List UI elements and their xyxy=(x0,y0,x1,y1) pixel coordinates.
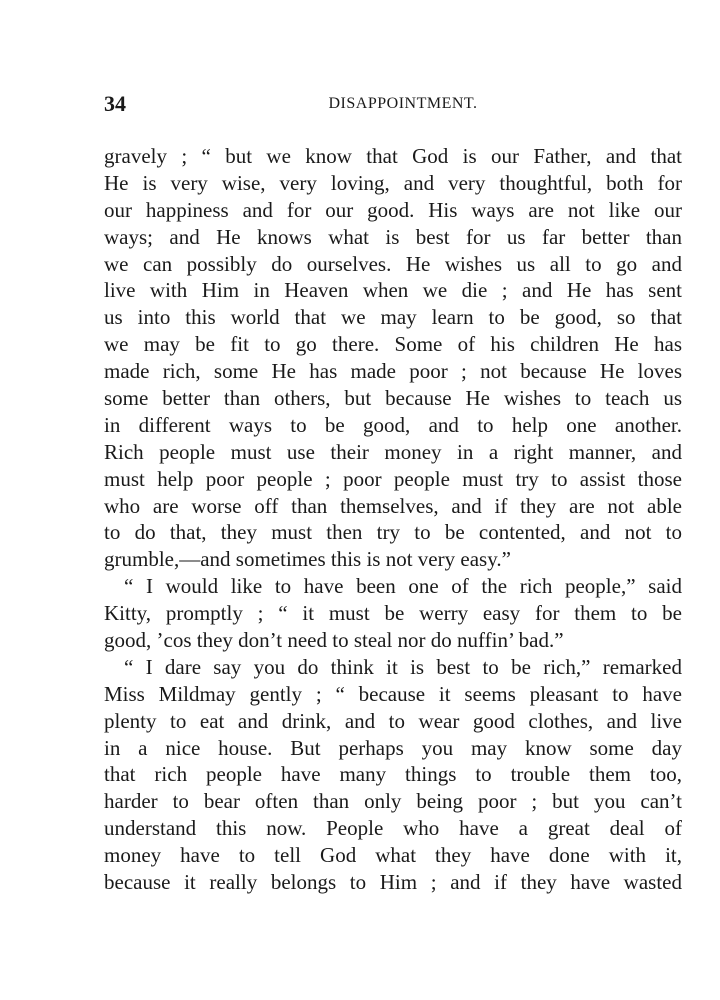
text-line-23: in a nice house. But perhaps you may know some day xyxy=(104,735,682,760)
text-line-14: who are worse off than themselves, and if they are not able xyxy=(104,493,682,518)
text-line-12: Rich people must use their money in a right manner, and xyxy=(104,439,682,464)
text-line-13: must help poor people ; poor people must try to assist those xyxy=(104,466,682,491)
text-line-5: we can possibly do ourselves. He wishes us all to go and xyxy=(104,251,682,276)
text-line-20: “ I dare say you do think it is best to be rich,” remarked xyxy=(124,654,682,679)
page-number: 34 xyxy=(104,91,126,116)
body-text xyxy=(104,143,682,896)
text-line-3: our happiness and for our good. His ways are not like our xyxy=(104,197,682,222)
text-line-2: He is very wise, very loving, and very thoughtful, both for xyxy=(104,170,682,195)
text-line-26: understand this now. People who have a great deal of xyxy=(104,816,682,841)
text-line-4: ways; and He knows what is best for us far better than xyxy=(104,224,682,249)
text-line-18: Kitty, promptly ; “ it must be werry easy for them to be xyxy=(104,601,682,626)
running-head: DISAPPOINTMENT. xyxy=(328,95,478,112)
text-line-24: that rich people have many things to trouble them too, xyxy=(104,762,682,787)
text-line-8: we may be fit to go there. Some of his children He has xyxy=(104,332,682,357)
text-line-16: grumble,—and sometimes this is not very easy.” xyxy=(104,547,511,572)
text-line-27: money have to tell God what they have done with it, xyxy=(104,843,682,868)
text-line-19: good, ’cos they don’t need to steal nor do nuffin’ bad.” xyxy=(104,628,564,653)
text-line-21: Miss Mildmay gently ; “ because it seems pleasant to have xyxy=(104,681,682,706)
text-line-17: “ I would like to have been one of the rich people,” said xyxy=(124,574,682,599)
text-line-6: live with Him in Heaven when we die ; and He has sent xyxy=(104,278,682,303)
text-line-15: to do that, they must then try to be contented, and not to xyxy=(104,520,682,545)
text-line-7: us into this world that we may learn to be good, so that xyxy=(104,305,682,330)
text-line-9: made rich, some He has made poor ; not because He loves xyxy=(104,359,682,384)
text-line-10: some better than others, but because He wishes to teach us xyxy=(104,386,682,411)
page-header xyxy=(104,90,682,118)
text-line-28: because it really belongs to Him ; and if they have wasted xyxy=(104,870,682,895)
text-line-11: in different ways to be good, and to help one another. xyxy=(104,412,682,437)
text-line-22: plenty to eat and drink, and to wear good clothes, and live xyxy=(104,708,682,733)
text-line-1: gravely ; “ but we know that God is our Father, and that xyxy=(104,144,682,168)
text-line-25: harder to bear often than only being poor ; but you can’t xyxy=(104,789,682,814)
